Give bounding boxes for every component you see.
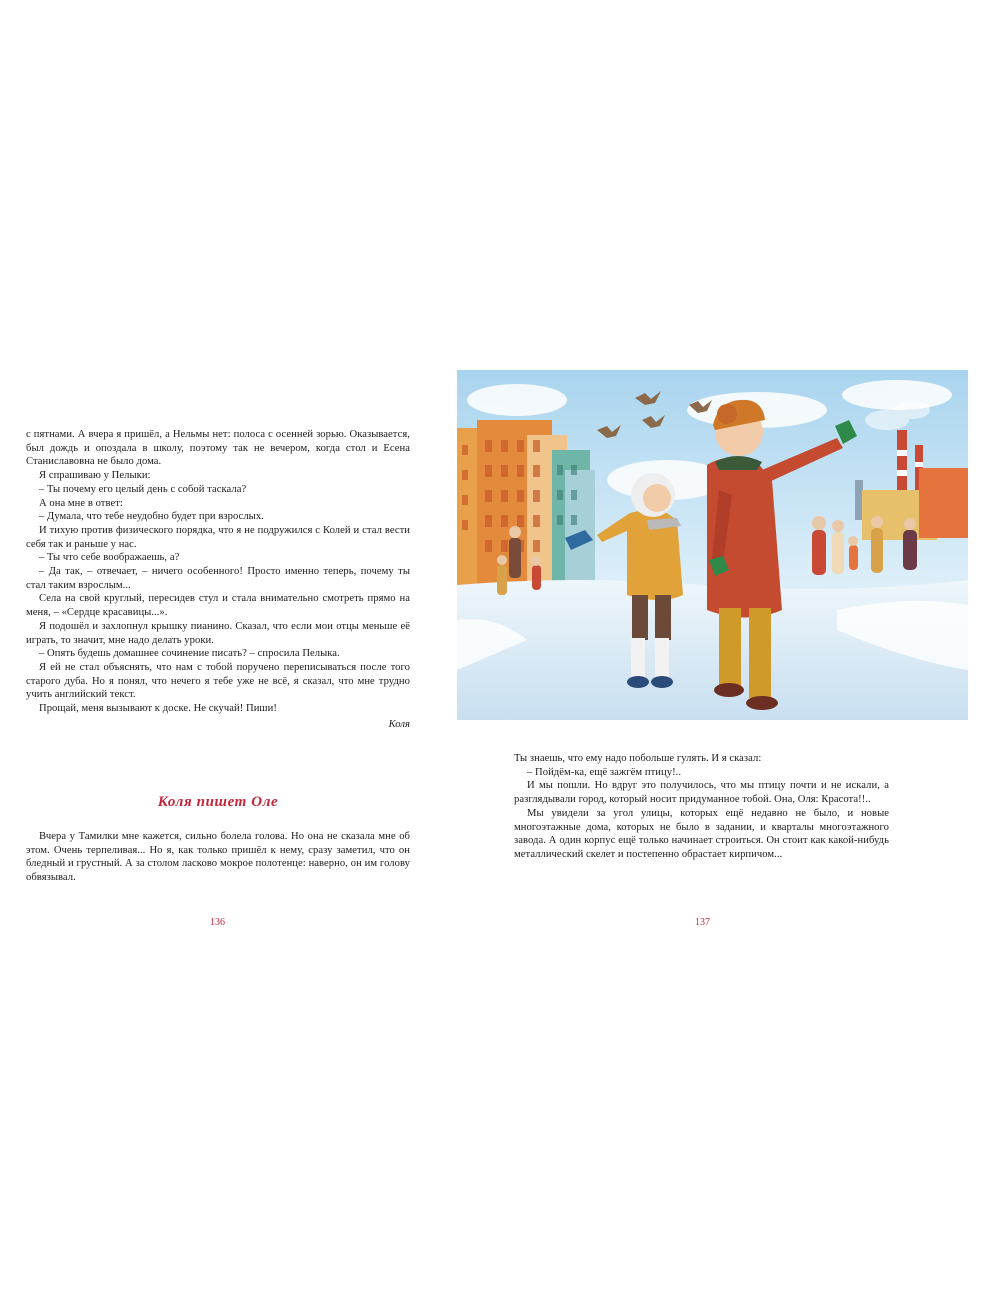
paragraph: – Пойдём-ка, ещё зажгём птицу!.. (527, 766, 682, 778)
page-number: 137 (695, 917, 710, 928)
paragraph: Я спрашиваю у Пелыки: (39, 470, 151, 482)
paragraph: А она мне в ответ: (39, 497, 123, 509)
paragraph: – Да так, – отвечает, – ничего особенного! Просто именно теперь, почему ты стал таким взрослым... (26, 566, 410, 591)
chapter-title: Коля пишет Оле (157, 794, 279, 810)
winter-street-illustration (457, 370, 968, 720)
paragraph: Прощай, меня вызывают к доске. Не скучай! Пиши! (39, 703, 277, 715)
left-page-text (26, 428, 410, 731)
paragraph: с пятнами. А вчера я пришёл, а Нельмы нет: полоса с осенней зорью. Оказывается, был дождь и опоздала в школу, поэтому так не вечером, когда стол и Есена Станиславовна не было дома. (26, 429, 410, 468)
paragraph: Села на свой круглый, пересидев стул и стала внимательно смотреть прямо на меня, – «Сердце красавицы...». (26, 593, 410, 619)
paragraph: – Ты почему его целый день с собой таскала? (39, 483, 247, 495)
paragraph: Я подошёл и захлопнул крышку пианино. Сказал, что если мои отцы меньше её играть, то значит, мне надо делать уроки. (26, 620, 410, 646)
page-number: 136 (210, 917, 225, 928)
paragraph: – Ты что себе воображаешь, а? (39, 552, 180, 564)
right-page-text (514, 752, 889, 862)
paragraph: – Опять будешь домашнее сочинение писать? – спросила Пелыка. (39, 648, 340, 660)
paragraph: И мы пошли. Но вдруг это получилось, что мы птицу почти и не искали, а разглядывали город, который носит придуманное тобой. Она, Оля: Красота!!.. (514, 780, 889, 806)
paragraph: – Думала, что тебе неудобно будет при взрослых. (39, 511, 264, 523)
paragraph: Мы увидели за угол улицы, которых ещё недавно не было, и новые многоэтажные дома, которых не было в задании, и кварталы многоэтажного завода. А один корпус ещё только начинает строиться. Он стоит как какой-нибудь металлический скелет и постепенно обрастает кирпичом... (514, 807, 889, 860)
paragraph: Ты знаешь, что ему надо побольше гулять. И я сказал: (514, 753, 762, 764)
paragraph: Вчера у Тамилки мне кажется, сильно болела голова. Но она не сказала мне об этом. Очень терпеливая... Но я, как только пришёл к нему, сразу заметил, что он бледный и грустный. А за столом ласково мокрое полотенце: наверно, он им голову обвязывал. (26, 831, 410, 884)
paragraph: И тихую против физического порядка, что я не подружился с Колей и стал вести себя так и раньше у нас. (26, 524, 410, 550)
paragraph: Я ей не стал объяснять, что нам с тобой поручено переписываться после того старого дуба. Но я понял, что нечего я тебе уже не всё, я сказал, что мне трудно учить английский текст. (26, 661, 410, 701)
chapter-text (26, 830, 410, 885)
signature: Коля (388, 718, 410, 730)
